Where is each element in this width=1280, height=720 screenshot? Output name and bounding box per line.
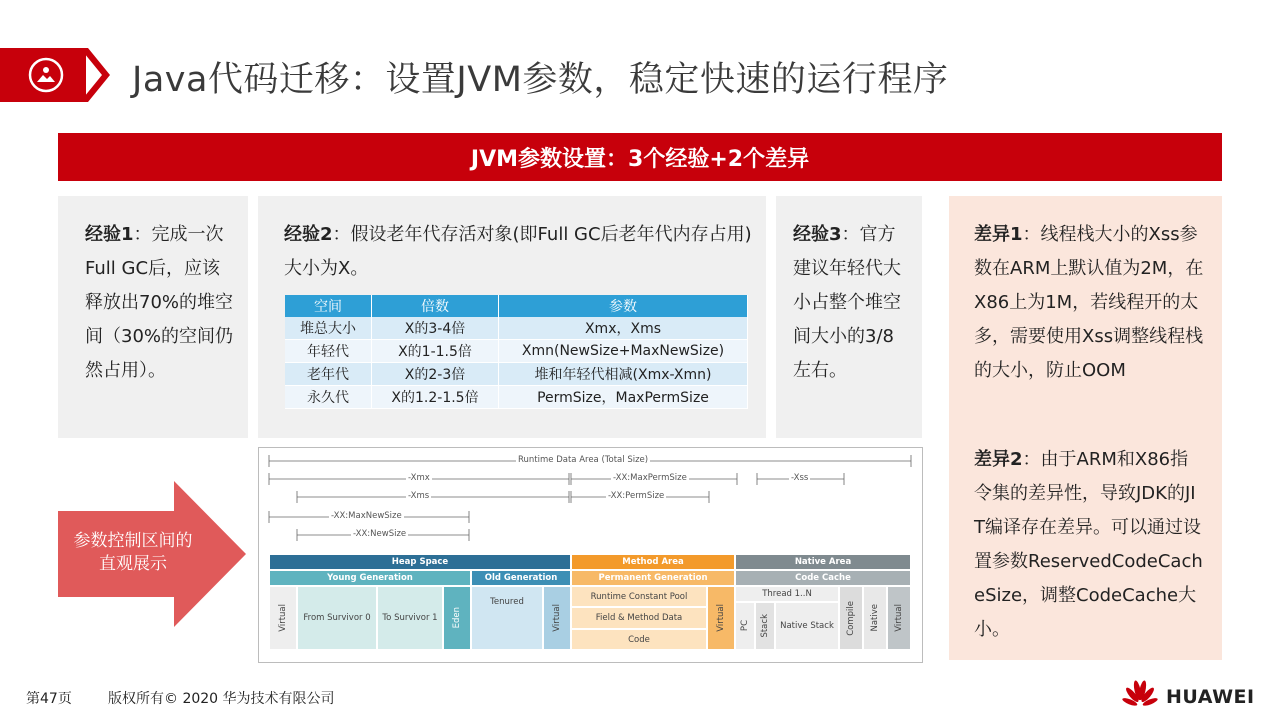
table-cell: PermSize，MaxPermSize [499, 386, 748, 409]
huawei-logo-text: HUAWEI [1166, 686, 1255, 708]
table-cell: Xmn(NewSize+MaxNewSize) [499, 340, 748, 363]
table-cell: 堆总大小 [285, 317, 372, 340]
jvm-memory-diagram [258, 447, 923, 663]
experience-2-label: 经验2 [284, 224, 333, 245]
callout-line-2: 直观展示 [99, 554, 167, 574]
field-method-data-cell: Field & Method Data [571, 607, 707, 629]
table-header: 空间 [285, 295, 372, 317]
eden-label: Eden [452, 607, 462, 629]
difference-1-text [974, 218, 1204, 388]
experience-3-panel [776, 196, 922, 438]
table-row [285, 363, 748, 386]
method-area-header: Method Area [571, 554, 735, 570]
virtual-label: Virtual [552, 604, 562, 632]
old-generation-header: Old Generation [471, 570, 571, 586]
newsize-label: -XX:NewSize [353, 529, 407, 539]
virtual-cell [707, 586, 735, 650]
virtual-label: Virtual [716, 604, 726, 632]
table-cell: X的2-3倍 [372, 363, 499, 386]
xms-label: -Xms [408, 491, 430, 501]
image-icon [28, 57, 64, 93]
thread-cell: Thread 1..N [735, 586, 839, 602]
runtime-data-area-label: Runtime Data Area (Total Size) [518, 455, 649, 465]
virtual-cell [269, 586, 297, 650]
code-cache-header: Code Cache [735, 570, 911, 586]
stack-cell [755, 602, 775, 650]
heap-space-header: Heap Space [269, 554, 571, 570]
code-cell: Code [571, 629, 707, 650]
table-row [285, 317, 748, 340]
callout-line-1: 参数控制区间的 [73, 531, 193, 551]
experience-1-text [85, 218, 237, 388]
virtual-cell [543, 586, 571, 650]
table-cell: X的3-4倍 [372, 317, 499, 340]
native-area-header: Native Area [735, 554, 911, 570]
table-header: 倍数 [372, 295, 499, 317]
huawei-logo-icon [1120, 680, 1160, 712]
table-row [285, 386, 748, 409]
maxnewsize-label: -XX:MaxNewSize [331, 511, 402, 521]
difference-1-label: 差异1 [974, 224, 1023, 245]
page-number: 第47页 [26, 691, 72, 707]
table-header-row [285, 295, 748, 317]
experience-2-body: ：假设老年代存活对象(即Full GC后老年代内存占用) 大小为X。 [284, 224, 752, 279]
table-header: 参数 [499, 295, 748, 317]
experience-1-body: ：完成一次Full GC后，应该释放出70%的堆空间（30%的空间仍然占用）。 [85, 224, 234, 381]
experience-1-label: 经验1 [85, 224, 134, 245]
native-label: Native [870, 604, 880, 632]
xss-label: -Xss [791, 473, 809, 483]
experience-2-panel [258, 196, 766, 438]
native-cell [863, 586, 887, 650]
native-stack-cell: Native Stack [775, 602, 839, 650]
permanent-generation-header: Permanent Generation [571, 570, 735, 586]
xmx-label: -Xmx [408, 473, 430, 483]
table-cell: 老年代 [285, 363, 372, 386]
young-generation-header: Young Generation [269, 570, 471, 586]
table-row [285, 340, 748, 363]
differences-panel [949, 196, 1222, 660]
difference-2-label: 差异2 [974, 449, 1023, 470]
chevron-icon [80, 48, 110, 102]
experience-3-text [793, 218, 911, 388]
to-survivor-cell: To Survivor 1 [377, 586, 443, 650]
pc-label: PC [740, 620, 750, 632]
experience-3-label: 经验3 [793, 224, 842, 245]
experience-3-body: ：官方建议年轻代大小占整个堆空间大小的3/8左右。 [793, 224, 901, 381]
tenured-cell: Tenured [471, 586, 543, 650]
table-cell: Xmx，Xms [499, 317, 748, 340]
maxpermsize-label: -XX:MaxPermSize [613, 473, 687, 483]
page-title: Java代码迁移：设置JVM参数，稳定快速的运行程序 [132, 60, 949, 100]
compile-cell [839, 586, 863, 650]
pc-cell [735, 602, 755, 650]
experience-1-panel [58, 196, 248, 438]
difference-2-body: ：由于ARM和X86指令集的差异性，导致JDK的JIT编译存在差异。可以通过设置参数ReservedCodeCacheSize，调整CodeCache大小。 [974, 449, 1203, 640]
from-survivor-cell: From Survivor 0 [297, 586, 377, 650]
runtime-constant-pool-cell: Runtime Constant Pool [571, 586, 707, 607]
table-cell: 年轻代 [285, 340, 372, 363]
table-cell: 永久代 [285, 386, 372, 409]
virtual-cell [887, 586, 911, 650]
virtual-label: Virtual [894, 604, 904, 632]
permsize-label: -XX:PermSize [608, 491, 665, 501]
eden-cell [443, 586, 471, 650]
callout-text [62, 530, 204, 576]
table-cell: 堆和年轻代相减(Xmx-Xmn) [499, 363, 748, 386]
difference-2-text [974, 443, 1204, 647]
compile-label: Compile [846, 600, 856, 636]
parameter-table [285, 295, 748, 409]
table-cell: X的1.2-1.5倍 [372, 386, 499, 409]
table-cell: X的1-1.5倍 [372, 340, 499, 363]
stack-label: Stack [760, 614, 770, 638]
difference-1-body: ：线程栈大小的Xss参数在ARM上默认值为2M，在X86上为1M，若线程开的太多，需要使用Xss调整线程栈的大小，防止OOM [974, 224, 1204, 381]
copyright-text: 版权所有© 2020 华为技术有限公司 [108, 691, 335, 707]
virtual-label: Virtual [278, 604, 288, 632]
experience-2-text [284, 218, 754, 286]
section-banner: JVM参数设置：3个经验+2个差异 [58, 133, 1222, 181]
